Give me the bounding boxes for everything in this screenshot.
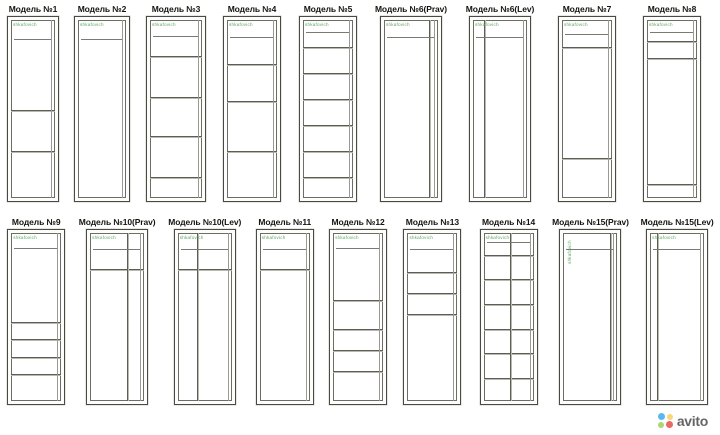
shelf-line — [484, 353, 534, 355]
cabinet-frame — [260, 233, 310, 401]
model-cell — [66, 4, 138, 202]
cabinet-frame — [333, 233, 383, 401]
vertical-divider — [610, 233, 612, 401]
watermark-text: shkafovich — [229, 22, 253, 27]
wardrobe-diagram — [7, 16, 59, 202]
shelf-line — [303, 47, 353, 49]
shelf-line — [11, 357, 61, 359]
hanging-rod — [566, 249, 614, 250]
watermark-text: shkafovich — [564, 22, 588, 27]
shelf-line — [333, 371, 383, 373]
hanging-rod — [93, 249, 141, 250]
hanging-rod — [487, 242, 531, 243]
hanging-rod — [410, 249, 454, 250]
shelf-line — [303, 73, 353, 75]
shelf-line — [407, 272, 457, 274]
cabinet-frame — [90, 233, 144, 401]
watermark-text: shkafovich — [261, 235, 286, 240]
model-title: Модель №1 — [8, 4, 58, 14]
wardrobe-diagram — [223, 16, 281, 202]
model-cell — [0, 4, 66, 202]
wardrobe-diagram — [74, 16, 130, 202]
model-title: Модель №9 — [11, 217, 61, 227]
shelf-line — [333, 350, 383, 352]
model-title: Модель №5 — [303, 4, 353, 14]
model-cell — [394, 217, 470, 405]
model-title: Модель №4 — [227, 4, 277, 14]
wardrobe-diagram — [86, 229, 148, 405]
watermark-text: shkafovich — [649, 22, 673, 27]
wardrobe-diagram — [646, 229, 708, 405]
hanging-rod — [306, 32, 350, 33]
door-edge-line — [122, 20, 123, 198]
model-cell — [322, 217, 394, 405]
wardrobe-diagram — [469, 16, 531, 202]
hanging-rod — [387, 37, 435, 38]
avito-wordmark: avito — [676, 413, 708, 429]
cabinet-frame — [11, 20, 55, 198]
watermark-text: shkafovich — [567, 240, 573, 264]
shelf-line — [303, 99, 353, 101]
door-edge-line — [693, 20, 694, 198]
model-title: Модель №7 — [562, 4, 612, 14]
shelf-line — [484, 329, 534, 331]
shelf-line — [227, 151, 277, 153]
model-cell — [630, 4, 714, 202]
avito-dots-icon — [658, 413, 674, 429]
shelf-line — [562, 47, 612, 49]
hanging-rod — [14, 248, 58, 249]
door-edge-line — [700, 233, 701, 401]
door-edge-line — [453, 233, 454, 401]
watermark-text: shkafovich — [305, 22, 329, 27]
wardrobe-diagram — [146, 16, 206, 202]
hanging-rod — [653, 249, 701, 250]
door-edge-line — [530, 233, 531, 401]
wardrobe-diagram — [299, 16, 357, 202]
hanging-rod — [230, 37, 274, 38]
wardrobe-diagram — [558, 16, 616, 202]
watermark-text: shkafovich — [179, 235, 204, 240]
hanging-rod — [263, 249, 307, 250]
cabinet-frame — [484, 233, 534, 401]
shelf-line — [647, 184, 697, 186]
shelf-line — [150, 136, 202, 138]
shelf-line — [11, 110, 55, 112]
shelf-line — [227, 64, 277, 66]
shelf-line — [647, 41, 697, 43]
hanging-rod — [336, 248, 380, 249]
cabinet-frame — [150, 20, 202, 198]
door-edge-line — [349, 20, 350, 198]
shelf-line — [11, 339, 61, 341]
hanging-rod — [153, 36, 199, 37]
shelf-line — [484, 279, 534, 281]
door-edge-line — [228, 233, 229, 401]
wardrobe-diagram — [329, 229, 387, 405]
model-title: Модель №10(Lev) — [168, 217, 242, 227]
hanging-rod — [650, 32, 694, 33]
door-edge-line — [523, 20, 524, 198]
shelf-line — [11, 322, 61, 324]
model-title: Модель №3 — [151, 4, 201, 14]
shelf-line — [260, 269, 310, 271]
shelf-line — [178, 269, 232, 271]
model-title: Модель №2 — [77, 4, 127, 14]
model-cell — [544, 4, 630, 202]
model-title: Модель №13 — [405, 217, 459, 227]
shelf-line — [484, 378, 534, 380]
model-title: Модель №6(Lev) — [465, 4, 535, 14]
shelf-line — [150, 56, 202, 58]
vertical-divider — [510, 233, 512, 401]
wardrobe-diagram — [559, 229, 621, 405]
shelf-line — [11, 374, 61, 376]
watermark-text: shkafovich — [13, 235, 37, 240]
model-title: Модель №10(Prav) — [78, 217, 156, 227]
shelf-line — [407, 293, 457, 295]
door-edge-line — [273, 20, 274, 198]
shelf-line — [484, 255, 534, 257]
cabinet-frame — [227, 20, 277, 198]
wardrobe-diagram — [380, 16, 442, 202]
model-title: Модель №15(Lev) — [640, 217, 714, 227]
cabinet-frame — [473, 20, 527, 198]
shelf-line — [303, 177, 353, 179]
watermark-text: shkafovich — [80, 22, 104, 27]
shelf-line — [303, 151, 353, 153]
watermark-text: shkafovich — [152, 22, 176, 27]
cabinet-frame — [78, 20, 126, 198]
door-edge-line — [613, 233, 614, 401]
model-title: Модель №11 — [258, 217, 312, 227]
hanging-rod — [81, 39, 123, 40]
door-edge-line — [198, 20, 199, 198]
door-edge-line — [434, 20, 435, 198]
watermark-text: shkafovich — [335, 235, 359, 240]
model-cell — [456, 4, 544, 202]
door-edge-line — [379, 233, 380, 401]
model-cell — [470, 217, 546, 405]
model-cell — [634, 217, 720, 405]
watermark-text: shkafovich — [13, 22, 37, 27]
model-cell — [162, 217, 248, 405]
wardrobe-diagram — [256, 229, 314, 405]
model-row-2 — [0, 217, 720, 405]
model-cell — [290, 4, 366, 202]
hanging-rod — [14, 39, 52, 40]
cabinet-frame — [647, 20, 697, 198]
wardrobe-diagram — [174, 229, 236, 405]
shelf-line — [484, 304, 534, 306]
watermark-text: shkafovich — [409, 235, 434, 240]
wardrobe-diagram — [480, 229, 538, 405]
door-edge-line — [140, 233, 141, 401]
shelf-line — [150, 177, 202, 179]
model-cell — [214, 4, 290, 202]
model-title: Модель №8 — [647, 4, 697, 14]
model-cell — [366, 4, 456, 202]
watermark-text: shkafovich — [652, 235, 676, 240]
model-cell — [547, 217, 635, 405]
watermark-text: shkafovich — [485, 235, 510, 240]
vertical-divider — [657, 233, 659, 401]
door-edge-line — [57, 233, 58, 401]
shelf-line — [11, 151, 55, 153]
model-cell — [72, 217, 162, 405]
watermark-text: shkafovich — [92, 235, 116, 240]
shelf-line — [227, 101, 277, 103]
shelf-line — [303, 125, 353, 127]
shelf-line — [90, 269, 144, 271]
vertical-divider — [197, 233, 199, 401]
avito-logo — [658, 413, 708, 429]
shelf-line — [150, 97, 202, 99]
shelf-line — [407, 314, 457, 316]
shelf-line — [333, 300, 383, 302]
hanging-rod — [565, 34, 609, 35]
vertical-divider — [484, 20, 486, 198]
vertical-divider — [127, 233, 129, 401]
door-edge-line — [608, 20, 609, 198]
door-edge-line — [51, 20, 52, 198]
hanging-rod — [476, 37, 524, 38]
model-title: Модель №12 — [331, 217, 385, 227]
door-edge-line — [306, 233, 307, 401]
model-title: Модель №15(Prav) — [552, 217, 629, 227]
shelf-line — [562, 158, 612, 160]
watermark-text: shkafovich — [386, 22, 410, 27]
hanging-rod — [181, 249, 229, 250]
model-title: Модель №14 — [481, 217, 536, 227]
shelf-line — [647, 58, 697, 60]
cabinet-frame — [407, 233, 457, 401]
model-cell — [248, 217, 322, 405]
model-cell — [0, 217, 72, 405]
wardrobe-diagram — [403, 229, 461, 405]
cabinet-frame — [178, 233, 232, 401]
vertical-divider — [429, 20, 431, 198]
model-cell — [138, 4, 214, 202]
model-title: Модель №6(Prav) — [374, 4, 448, 14]
wardrobe-diagram — [643, 16, 701, 202]
model-row-1 — [0, 4, 720, 202]
shelf-line — [333, 329, 383, 331]
watermark-text: shkafovich — [475, 22, 499, 27]
wardrobe-diagram — [7, 229, 65, 405]
